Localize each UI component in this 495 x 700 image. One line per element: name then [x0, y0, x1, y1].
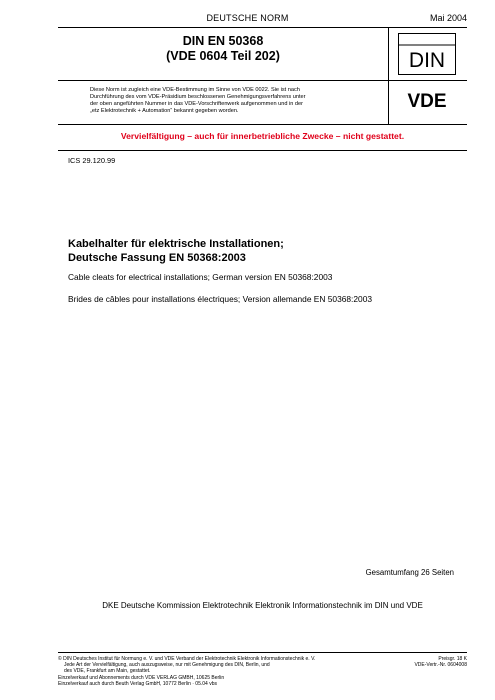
footer-line: Jede Art der Vervielfältigung, auch auszugsweise, nur mit Genehmigung des DIN, Berlin, und: [64, 662, 270, 669]
vde-number: (VDE 0604 Teil 202): [166, 49, 280, 63]
divider: [58, 652, 467, 653]
title-german-line1: Kabelhalter für elektrische Installationen;: [68, 238, 284, 250]
footer-line: © DIN Deutsches Institut für Normung e. V. und VDE Verband der Elektrotechnik Elektronik Informationstechnik e. V.: [58, 656, 316, 662]
vde-notice-text: [90, 87, 384, 115]
dke-line: DKE Deutsche Kommission Elektrotechnik Elektronik Informationstechnik im DIN und VDE: [102, 601, 423, 610]
footer-line: Einzelverkauf und Abonnements durch VDE VERLAG GMBH, 10625 Berlin: [58, 674, 225, 681]
notice-line: „etz Elektrotechnik + Automation“ bekannt gegeben worden.: [90, 108, 239, 115]
title-block: [58, 28, 389, 80]
divider: [58, 124, 467, 125]
footer-line: des VDE, Frankfurt am Main, gestattet.: [64, 668, 151, 675]
title-english: Cable cleats for electrical installations; German version EN 50368:2003: [68, 272, 333, 282]
vde-logo-text: VDE: [407, 91, 447, 110]
vde-logo: [397, 90, 457, 110]
din-logo: [398, 33, 456, 75]
header-date: Mai 2004: [429, 13, 467, 23]
header-norm-type: DEUTSCHE NORM: [206, 13, 289, 23]
standard-number: DIN EN 50368: [182, 34, 264, 48]
divider: [58, 150, 467, 151]
ics-code: ICS 29.120.99: [68, 156, 116, 165]
title-german-line2: Deutsche Fassung EN 50368:2003: [68, 252, 246, 264]
din-logo-text: DIN: [408, 49, 446, 72]
notice-line: Diese Norm ist zugleich eine VDE-Bestimmung im Sinne von VDE 0022. Sie ist nach: [90, 87, 300, 93]
title-french: Brides de câbles pour installations électriques; Version allemande EN 50368:2003: [68, 294, 373, 304]
notice-line: der oben angeführten Nummer in das VDE-Vorschriftenwerk aufgenommen und in der: [90, 101, 303, 108]
vde-notice: [58, 80, 389, 124]
page-count: Gesamtumfang 26 Seiten: [365, 568, 454, 577]
notice-line: Durchführung des vom VDE-Präsidium beschlossenen Genehmigungsverfahrens unter: [90, 94, 306, 101]
price-group: Preisgr. 18 K: [438, 656, 467, 662]
footer-copyright: [58, 656, 388, 687]
footer-order-info: [387, 656, 467, 668]
copy-warning: Vervielfältigung – auch für innerbetriebliche Zwecke – nicht gestattet.: [120, 131, 405, 141]
footer-line: Einzelverkauf auch durch Beuth Verlag GmbH, 10772 Berlin · 05.04 vbs: [58, 680, 217, 687]
order-number: VDE-Vertr.-Nr. 0604008: [414, 662, 467, 669]
